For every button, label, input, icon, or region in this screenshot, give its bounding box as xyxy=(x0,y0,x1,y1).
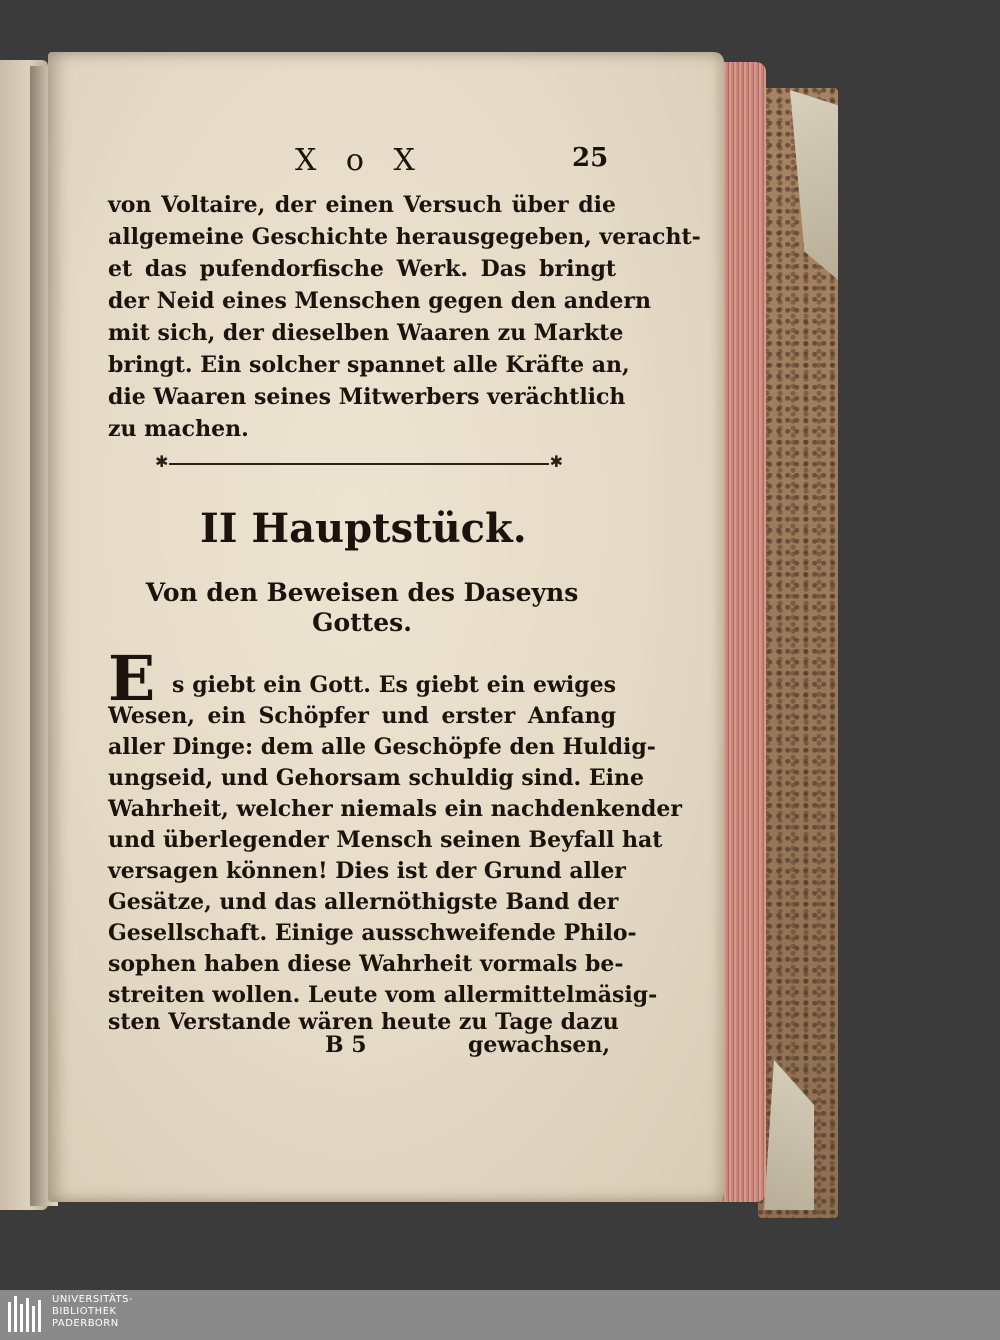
text-line: et das pufendorfische Werk. Das bringt xyxy=(108,256,616,282)
chapter-title: II Hauptstück. xyxy=(200,505,527,552)
asterisk-ornament-icon: ✱ xyxy=(549,452,563,471)
drop-cap: E xyxy=(108,642,156,715)
catchword: gewachsen, xyxy=(468,1032,611,1058)
text-line: von Voltaire, der einen Versuch über die xyxy=(108,192,616,218)
text-line: sophen haben diese Wahrheit vormals be- xyxy=(108,951,624,977)
text-line: ungseid, und Gehorsam schuldig sind. Eine xyxy=(108,765,644,791)
ornamental-divider xyxy=(155,452,563,471)
library-logo-icon xyxy=(8,1294,46,1336)
text-line: s giebt ein Gott. Es giebt ein ewiges xyxy=(172,672,616,698)
text-line: Gesellschaft. Einige ausschweifende Philo- xyxy=(108,920,637,946)
library-name-line: UNIVERSITÄTS- xyxy=(52,1294,134,1305)
signature-mark: B 5 xyxy=(325,1032,367,1058)
library-name-line: BIBLIOTHEK xyxy=(52,1306,117,1317)
text-line: die Waaren seines Mitwerbers verächtlich xyxy=(108,384,626,410)
text-line: allgemeine Geschichte herausgegeben, veracht- xyxy=(108,224,701,250)
text-line: streiten wollen. Leute vom allermittelmäsig- xyxy=(108,982,658,1008)
text-line: aller Dinge: dem alle Geschöpfe den Huldig- xyxy=(108,734,656,760)
text-line: zu machen. xyxy=(108,416,249,442)
asterisk-ornament-icon: ✱ xyxy=(155,452,169,471)
text-line: sten Verstande wären heute zu Tage dazu xyxy=(108,1009,619,1035)
text-line: Wesen, ein Schöpfer und erster Anfang xyxy=(108,703,616,729)
text-line: mit sich, der dieselben Waaren zu Markte xyxy=(108,320,624,346)
text-line: Gesätze, und das allernöthigste Band der xyxy=(108,889,619,915)
header-ornament: X o X xyxy=(295,143,425,178)
text-line: versagen können! Dies ist der Grund aller xyxy=(108,858,626,884)
text-line: der Neid eines Menschen gegen den andern xyxy=(108,288,651,314)
divider-line xyxy=(169,463,549,465)
text-line: bringt. Ein solcher spannet alle Kräfte an, xyxy=(108,352,630,378)
text-line: Wahrheit, welcher niemals ein nachdenkender xyxy=(108,796,682,822)
text-line: und überlegender Mensch seinen Beyfall hat xyxy=(108,827,663,853)
chapter-subtitle: Von den Beweisen des Daseyns xyxy=(145,578,579,607)
library-name-line: PADERBORN xyxy=(52,1318,119,1329)
library-footer-bar xyxy=(0,1290,1000,1340)
page-number: 25 xyxy=(572,143,609,173)
chapter-subtitle: Gottes. xyxy=(312,608,412,637)
library-name xyxy=(52,1294,133,1330)
